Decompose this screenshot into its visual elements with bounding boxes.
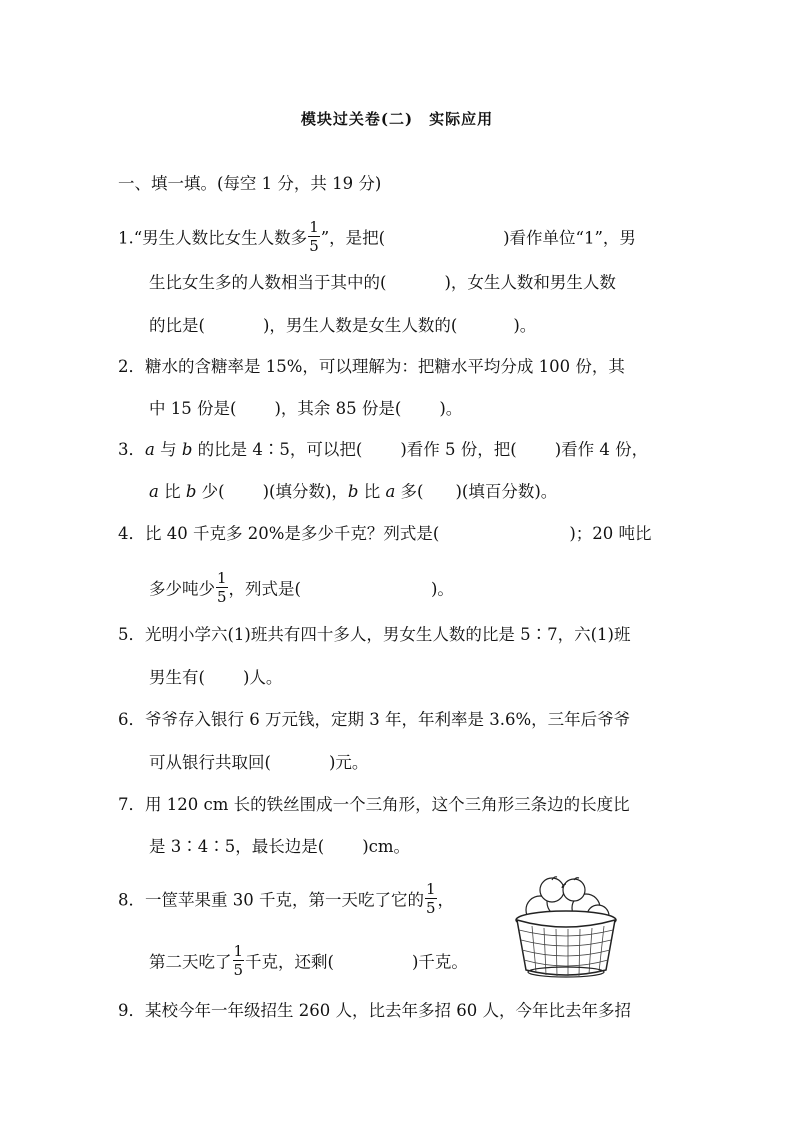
question-2-line-2: 中 15 份是( )，其余 85 份是( )。 [149, 399, 463, 418]
question-1-line-1: 1.“男生人数比女生人数多 $\frac{1}{5}$ ”，是把( )看作单位“1”，男 [118, 218, 636, 255]
fraction-one-fifth: $\frac{1}{5}$ [309, 218, 319, 255]
question-2-line-1: 2．糖水的含糖率是 15%，可以理解为：把糖水平均分成 100 份，其 [118, 357, 625, 376]
fraction-one-fifth: $\frac{1}{5}$ [425, 880, 436, 917]
question-7-line-2: 是 3∶4∶5，最长边是( )cm。 [149, 837, 411, 856]
page-title: 模块过关卷(二) 实际应用 [300, 110, 494, 128]
question-5-line-1: 5．光明小学六(1)班共有四十多人，男女生人数的比是 5∶7，六(1)班 [118, 625, 631, 644]
question-1-line-2: 生比女生多的人数相当于其中的( )，女生人数和男生人数 [149, 273, 616, 292]
question-6-line-1: 6．爷爷存入银行 6 万元钱，定期 3 年，年利率是 3.6%，三年后爷爷 [118, 710, 631, 729]
question-8-line-2: 第二天吃了 $\frac{1}{5}$ 千克，还剩( )千克。 [149, 942, 468, 979]
question-5-line-2: 男生有( )人。 [149, 668, 283, 687]
fraction-one-fifth: $\frac{1}{5}$ [233, 942, 244, 979]
question-6-line-2: 可从银行共取回( )元。 [149, 753, 369, 772]
question-3-line-1: 3．a 与 b 的比是 4∶5，可以把( )看作 5 份，把( )看作 4 份， [118, 440, 649, 459]
question-8-line-1: 8．一筐苹果重 30 千克，第一天吃了它的 $\frac{1}{5}$ ， [118, 880, 455, 917]
question-7-line-1: 7．用 120 cm 长的铁丝围成一个三角形，这个三角形三条边的长度比 [118, 795, 630, 814]
question-1-line-3: 的比是( )，男生人数是女生人数的( )。 [149, 316, 537, 335]
question-9-line-1: 9．某校今年一年级招生 260 人，比去年多招 60 人，今年比去年多招 [118, 1001, 631, 1020]
question-4-line-2: 多少吨少 $\frac{1}{5}$ ，列式是( )。 [149, 569, 454, 606]
section-heading: 一、填一填。(每空 1 分，共 19 分) [118, 174, 382, 193]
question-3-line-2: a 比 b 少( )(填分数)，b 比 a 多( )(填百分数)。 [149, 482, 558, 501]
apple-basket-illustration [512, 876, 620, 980]
fraction-one-fifth: $\frac{1}{5}$ [217, 569, 227, 606]
question-4-line-1: 4．比 40 千克多 20%是多少千克？列式是( )；20 吨比 [118, 524, 652, 543]
